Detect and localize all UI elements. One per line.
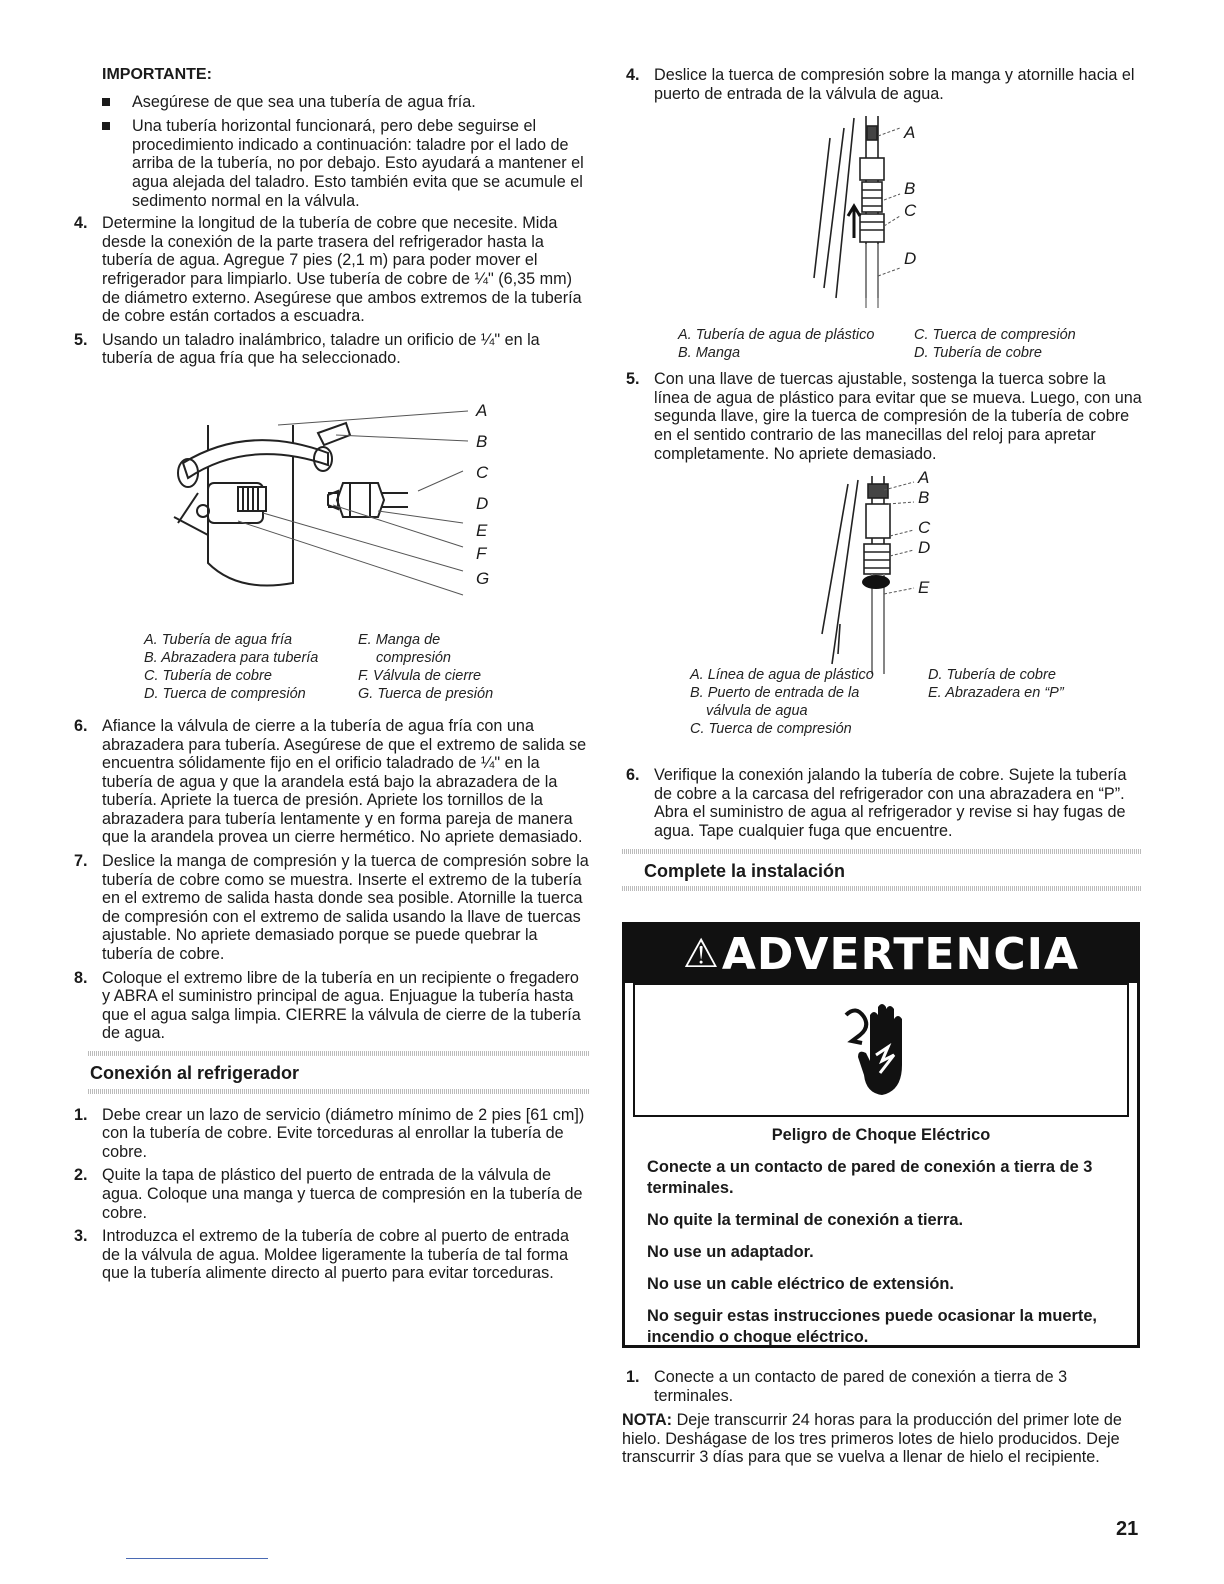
footer-line bbox=[126, 1558, 268, 1559]
warning-header: ⚠ ADVERTENCIA bbox=[625, 925, 1137, 983]
bullet-item: Una tubería horizontal funcionará, pero debe seguirse el procedimiento indicado a continuación: taladre por el lado de arriba de la tubería, no por debajo. Esto ayudará a mantener el agua alejada del taladro. Esto también evita que se acumule el sedimento normal en la válvula. bbox=[88, 117, 590, 210]
note-paragraph bbox=[622, 1411, 1142, 1467]
section-header-complete bbox=[622, 849, 1142, 892]
warning-triangle-icon: ⚠ bbox=[682, 931, 720, 977]
step-item: 8. Coloque el extremo libre de la tubería en un recipiente o fregadero y ABRA el suministro principal de agua. Enjuague la tubería hasta que el agua salga limpia. CIERRE la válvula de cierre de la tubería de agua. bbox=[74, 968, 581, 1043]
warning-line: No use un cable eléctrico de extensión. bbox=[647, 1275, 954, 1293]
warning-line: No seguir estas instrucciones puede ocasionar la muerte, incendio o choque eléctrico. bbox=[647, 1307, 1097, 1346]
note-label: NOTA: bbox=[622, 1411, 673, 1430]
valve-clamp-figure bbox=[88, 373, 590, 717]
step-item: 6. Verifique la conexión jalando la tubería de cobre. Sujete la tubería de cobre a la carcasa del refrigerador con una abrazadera en “P”. Abra el suministro de agua al refrigerador y revise si hay fugas de agua. Tape cualquier fuga que encuentre. bbox=[626, 766, 1127, 840]
warning-text bbox=[625, 1117, 1137, 1348]
warning-title: Peligro de Choque Eléctrico bbox=[771, 1126, 991, 1144]
valve-clamp-illustration bbox=[88, 383, 590, 633]
final-block bbox=[622, 1368, 1142, 1467]
section-header-conexion bbox=[88, 1051, 590, 1094]
step-item: 5. Con una llave de tuercas ajustable, sostenga la tuerca sobre la línea de agua de plástico para evitar que se mueva. Luego, con una segunda llave, gire la tuerca de compresión de la tubería de cobre en el sentido contrario de las manecillas del reloj para apretar completamente. No apriete demasiado. bbox=[626, 370, 1142, 463]
fig3-letters: A B C D E bbox=[918, 468, 931, 598]
section-rule bbox=[622, 886, 1142, 891]
electric-shock-hand-icon bbox=[836, 995, 926, 1105]
page-number: 21 bbox=[1116, 1518, 1139, 1540]
fig3-caption-left: A. Línea de agua de plástico B. Puerto de entrada de la válvula de agua C. Tuerca de compresión bbox=[690, 667, 874, 738]
p-clamp-figure bbox=[622, 468, 1142, 766]
right-column bbox=[622, 66, 1142, 903]
fig2-caption-right: C. Tuerca de compresión D. Tubería de cobre bbox=[914, 327, 1076, 362]
step-item: 5. Usando un taladro inalámbrico, taladre un orificio de ¼" en la tubería de agua fría que ha seleccionado. bbox=[74, 330, 540, 368]
fig1-letters: A B C D E F G bbox=[476, 400, 490, 588]
note-text: Deje transcurrir 24 horas para la producción del primer lote de hielo. Deshágase de los tres primeros lotes de hielo producidos. Deje transcurrir 3 días para que se vuelva a llenar de hielo el recipiente. bbox=[622, 1411, 1122, 1467]
left-column bbox=[74, 66, 590, 1288]
fig3-caption-right: D. Tubería de cobre E. Abrazadera en “P” bbox=[928, 667, 1064, 702]
important-heading: IMPORTANTE: bbox=[102, 66, 212, 83]
p-clamp-illustration bbox=[622, 474, 1142, 684]
warning-line: Conecte a un contacto de pared de conexión a tierra de 3 terminales. bbox=[647, 1158, 1093, 1197]
section-title: Conexión al refrigerador bbox=[90, 1063, 300, 1083]
warning-line: No quite la terminal de conexión a tierra. bbox=[647, 1211, 964, 1229]
section-title: Complete la instalación bbox=[644, 860, 846, 881]
section-rule bbox=[88, 1089, 590, 1094]
sleeve-figure bbox=[622, 108, 1142, 370]
step-item: 7. Deslice la manga de compresión y la tuerca de compresión sobre la tubería de cobre como se muestra. Inserte el extremo de la tubería en el extremo de salida hasta donde sea posible. Atornille la tuerca de compresión con el extremo de salida usando la llave de tuercas ajustable. No apriete demasiado porque se puede quebrar la tubería de cobre. bbox=[74, 852, 589, 964]
warning-icon-panel bbox=[633, 983, 1129, 1117]
step-item: 3. Introduzca el extremo de la tubería de cobre al puerto de entrada de la válvula de agua. Moldee ligeramente la tubería de tal forma que la tubería alimente directo al puerto para evitar torceduras. bbox=[74, 1227, 570, 1283]
sleeve-illustration bbox=[622, 98, 1142, 308]
warning-box bbox=[622, 922, 1140, 1348]
bullet-item: Asegúrese de que sea una tubería de agua fría. bbox=[88, 93, 590, 112]
fig1-caption-right: E. Manga de compresión F. Válvula de cierre G. Tuerca de presión bbox=[358, 631, 494, 702]
warning-line: No use un adaptador. bbox=[647, 1243, 814, 1261]
fig2-caption-left: A. Tubería de agua de plástico B. Manga bbox=[678, 327, 875, 362]
fig2-letters: A B C D bbox=[904, 123, 917, 269]
step-item: 1. Conecte a un contacto de pared de conexión a tierra de 3 terminales. bbox=[626, 1368, 1068, 1405]
step-item: 4. Deslice la tuerca de compresión sobre la manga y atornille hacia el puerto de entrada de la válvula de agua. bbox=[626, 66, 1135, 103]
step-item: 1. Debe crear un lazo de servicio (diámetro mínimo de 2 pies [61 cm]) con la tubería de cobre. Evite torceduras al enrollar la tubería de cobre. bbox=[74, 1105, 585, 1161]
step-item: 2. Quite la tapa de plástico del puerto de entrada de la válvula de agua. Coloque una manga y tuerca de compresión en la tubería de cobre. bbox=[74, 1166, 583, 1222]
fig1-caption-left: A. Tubería de agua fría B. Abrazadera para tubería C. Tubería de cobre D. Tuerca de compresión bbox=[144, 631, 319, 702]
step-item: 4. Determine la longitud de la tubería de cobre que necesite. Mida desde la conexión de la parte trasera del refrigerador hasta la tubería de agua. Agregue 7 pies (2,1 m) para poder mover el refrigerador para limpiarlo. Use tubería de cobre de ¼" (6,35 mm) de diámetro externo. Asegúrese que ambos extremos de la tubería de cobre están cortados a escuadra. bbox=[74, 214, 582, 326]
step-item: 6. Afiance la válvula de cierre a la tubería de agua fría con una abrazadera para tubería. Asegúrese de que el extremo de salida se encuentra sólidamente fijo en el orificio taladrado de ¼" en la tubería de agua y que la arandela está bajo la abrazadera de la tubería. Apriete la tuerca de presión. Apriete los tornillos de la abrazadera para tubería lentamente y en forma pareja de manera que la arandela provea un cierre hermético. No apriete demasiado. bbox=[74, 716, 587, 847]
